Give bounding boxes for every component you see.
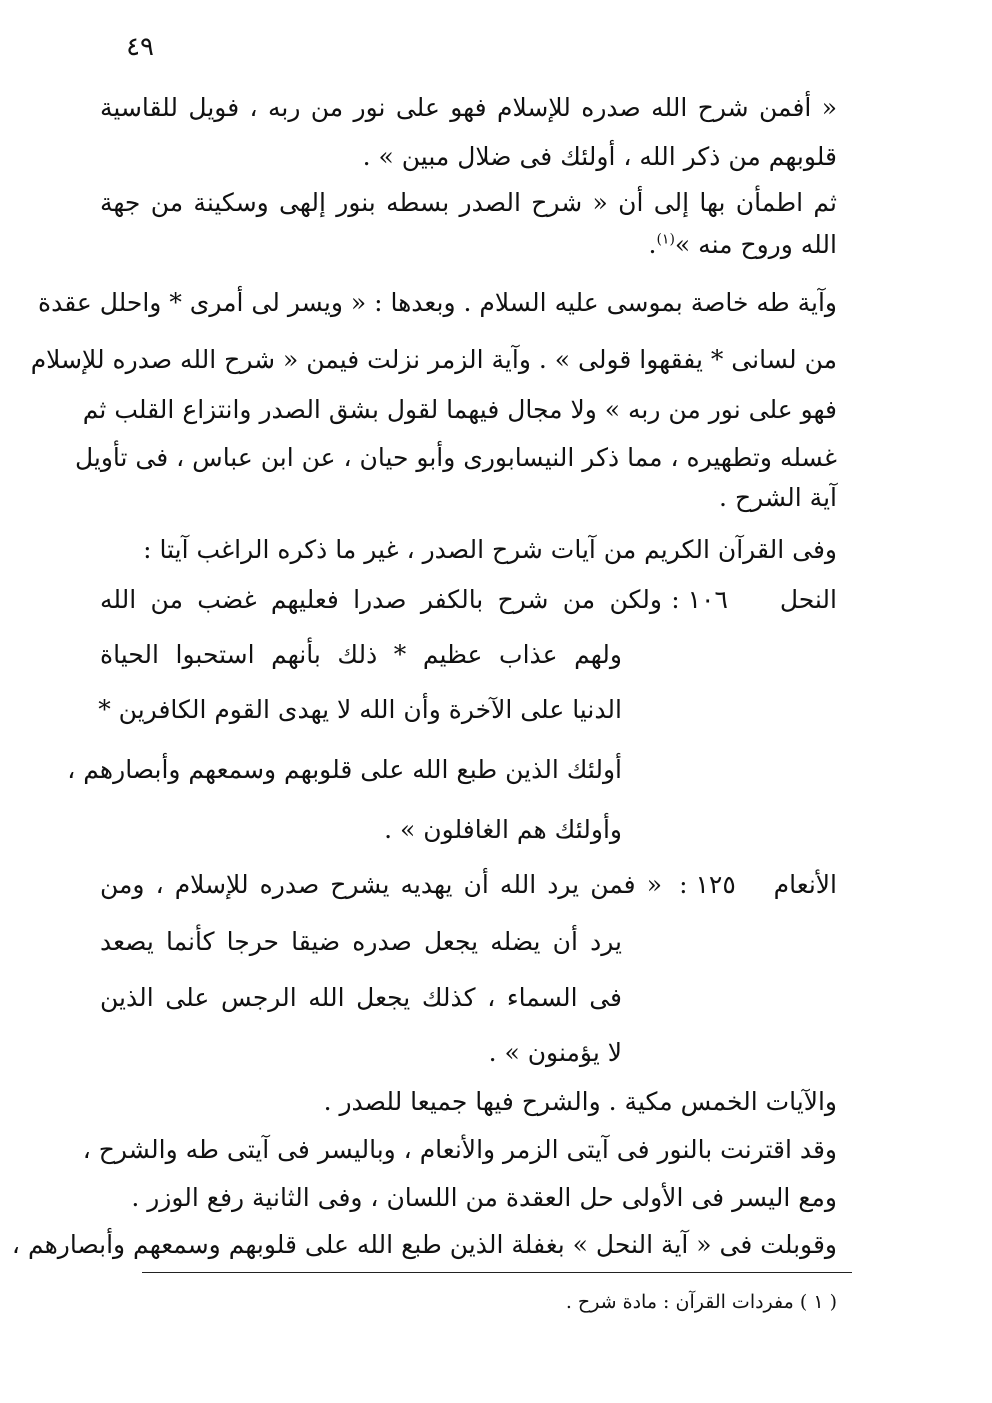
verse-number-anam: ١٢٥ : (679, 870, 736, 899)
text-line-3: ثم اطمأن بها إلى أن « شرح الصدر بسطه بنور إلهى وسكينة من جهة (100, 188, 837, 217)
text-line-8: غسله وتطهيره ، مما ذكر النيسابورى وأبو حيان ، عن ابن عباس ، فى تأويل (74, 443, 837, 472)
verse-nahl-line-4: أولئك الذين طبع الله على قلوبهم وسمعهم وأبصارهم ، (67, 755, 622, 784)
closing-line-2: وقد اقترنت بالنور فى آيتى الزمر والأنعام ، وباليسر فى آيتى طه والشرح ، (82, 1135, 837, 1164)
verse-nahl-line-3: الدنيا على الآخرة وأن الله لا يهدى القوم الكافرين * (98, 695, 622, 724)
page-number: ٤٩ (126, 32, 154, 62)
verse-anam-line-1: « فمن يرد الله أن يهديه يشرح صدره للإسلام ، ومن (100, 870, 662, 899)
text-line-5: وآية طه خاصة بموسى عليه السلام . وبعدها : « ويسر لى أمرى * واحلل عقدة (37, 288, 837, 317)
verse-nahl-line-5: وأولئك هم الغافلون » . (384, 815, 622, 844)
verse-number-nahl: ١٠٦ : (671, 585, 728, 614)
verse-anam-line-4: لا يؤمنون » . (488, 1038, 622, 1067)
footnote (566, 1287, 837, 1317)
text-line-7: فهو على نور من ربه » ولا مجال فيهما لقول بشق الصدر وانتزاع القلب ثم (82, 395, 837, 424)
sura-name-nahl: النحل (779, 585, 837, 614)
verse-nahl-line-2: ولهم عذاب عظيم * ذلك بأنهم استحبوا الحياة (100, 640, 622, 669)
closing-line-3: ومع اليسر فى الأولى حل العقدة من اللسان ، وفى الثانية رفع الوزر . (131, 1183, 837, 1212)
text-line-9: آية الشرح . (719, 483, 837, 512)
footnote-text: مفردات القرآن : مادة شرح . (565, 1291, 794, 1313)
text-line-10: وفى القرآن الكريم من آيات شرح الصدر ، غير ما ذكره الراغب آيتا : (143, 535, 837, 564)
text-line-4 (100, 225, 837, 265)
verse-anam-line-3: فى السماء ، كذلك يجعل الله الرجس على الذين (100, 983, 622, 1012)
footnote-marker: ( ١ ) (799, 1291, 837, 1313)
verse-nahl-line-1: ولكن من شرح بالكفر صدرا فعليهم غضب من الله (100, 585, 662, 614)
footnote-divider (142, 1272, 852, 1273)
sura-label-anam (679, 865, 837, 905)
text-line-6: من لسانى * يفقهوا قولى » . وآية الزمر نزلت فيمن « شرح الله صدره للإسلام (30, 345, 837, 374)
sura-label-nahl (671, 580, 837, 620)
text-line-4-body: الله وروح منه » (674, 230, 837, 259)
verse-anam-line-2: يرد أن يضله يجعل صدره ضيقا حرجا كأنما يصعد (100, 927, 622, 956)
closing-line-4: وقوبلت فى « آية النحل » بغفلة الذين طبع الله على قلوبهم وسمعهم وأبصارهم ، (11, 1230, 837, 1259)
text-line-4-end: . (648, 230, 657, 259)
closing-line-1: والآيات الخمس مكية . والشرح فيها جميعا للصدر . (323, 1087, 837, 1116)
sura-name-anam: الأنعام (773, 870, 837, 899)
text-line-1: « أفمن شرح الله صدره للإسلام فهو على نور من ربه ، فويل للقاسية (100, 93, 837, 122)
footnote-reference: (١) (656, 231, 675, 248)
text-line-2: قلوبهم من ذكر الله ، أولئك فى ضلال مبين » . (362, 142, 837, 171)
